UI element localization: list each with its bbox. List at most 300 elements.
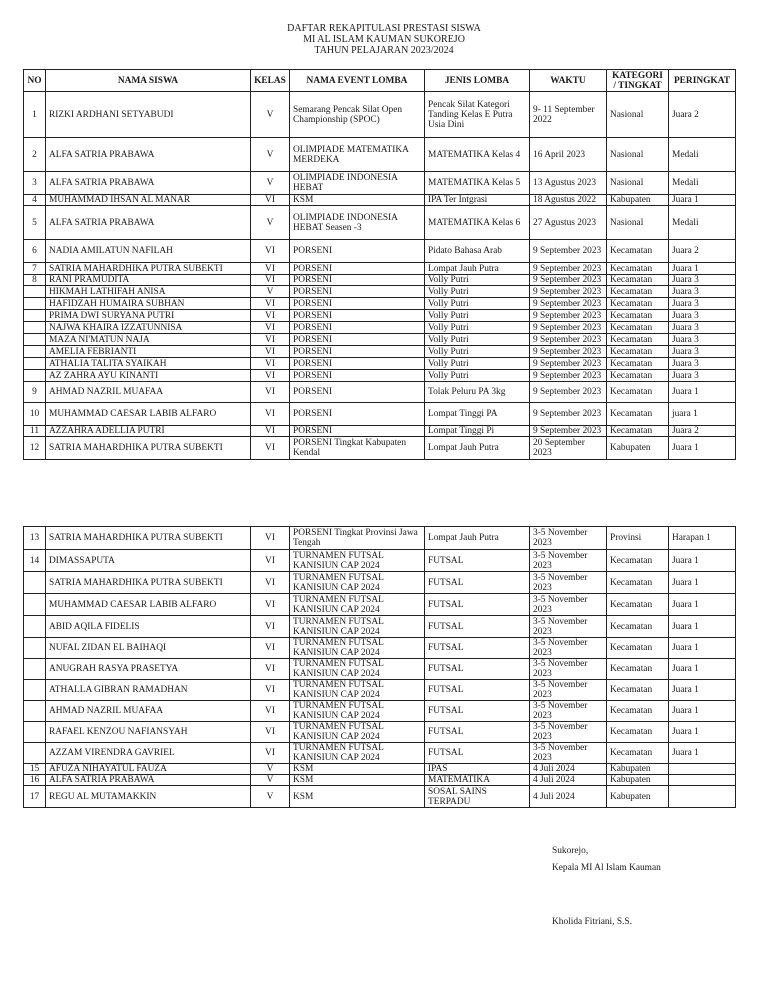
cell-jenis: SOSAL SAINS TERPADU (425, 786, 530, 808)
cell-no (24, 334, 46, 346)
table-row (24, 550, 736, 572)
cell-peringkat: Juara 1 (669, 638, 736, 659)
document-header (0, 23, 768, 56)
table-row (24, 764, 736, 775)
cell-event: TURNAMEN FUTSAL KANISIUN CAP 2024 (290, 616, 425, 638)
table-row (24, 370, 736, 382)
cell-kelas: VI (251, 346, 290, 358)
cell-kategori: Kecamatan (607, 616, 669, 638)
col-header-jenis-lomba: JENIS LOMBA (425, 70, 530, 92)
cell-waktu: 20 September 2023 (530, 437, 607, 460)
table-row (24, 659, 736, 680)
cell-waktu: 3-5 November 2023 (530, 638, 607, 659)
cell-no (24, 743, 46, 764)
cell-no (24, 638, 46, 659)
cell-nama: RANI PRAMUDITA (46, 275, 251, 286)
table-row (24, 172, 736, 195)
cell-jenis: MATEMATIKA Kelas 4 (425, 138, 530, 172)
cell-nama: PRIMA DWI SURYANA PUTRI (46, 310, 251, 322)
cell-kategori: Kecamatan (607, 310, 669, 322)
cell-no (24, 370, 46, 382)
cell-no (24, 701, 46, 722)
cell-kategori: Kecamatan (607, 346, 669, 358)
cell-kategori: Kabupaten (607, 437, 669, 460)
cell-kelas: VI (251, 310, 290, 322)
table-row (24, 527, 736, 550)
cell-waktu: 13 Agustus 2023 (530, 172, 607, 195)
cell-nama: ALFA SATRIA PRABAWA (46, 172, 251, 195)
cell-event: TURNAMEN FUTSAL KANISIUN CAP 2024 (290, 638, 425, 659)
cell-kategori: Kecamatan (607, 382, 669, 403)
cell-peringkat: Juara 3 (669, 322, 736, 334)
cell-nama: MUHAMMAD IHSAN AL MANAR (46, 195, 251, 206)
cell-event: OLIMPIADE INDONESIA HEBAT (290, 172, 425, 195)
cell-peringkat: Juara 1 (669, 743, 736, 764)
cell-peringkat: Medali (669, 172, 736, 195)
cell-waktu: 9 September 2023 (530, 298, 607, 310)
cell-waktu: 9 September 2023 (530, 346, 607, 358)
cell-waktu: 9 September 2023 (530, 358, 607, 370)
cell-no (24, 594, 46, 616)
cell-waktu: 9 September 2023 (530, 322, 607, 334)
cell-jenis: Volly Putri (425, 322, 530, 334)
table-1-body (24, 92, 736, 460)
cell-waktu: 16 April 2023 (530, 138, 607, 172)
cell-peringkat: Juara 1 (669, 382, 736, 403)
cell-nama: RIZKI ARDHANI SETYABUDI (46, 92, 251, 138)
cell-peringkat: Juara 2 (669, 240, 736, 263)
cell-peringkat (669, 786, 736, 808)
cell-waktu: 9 September 2023 (530, 403, 607, 426)
cell-waktu: 9 September 2023 (530, 334, 607, 346)
cell-no (24, 572, 46, 594)
cell-waktu: 9 September 2023 (530, 286, 607, 298)
cell-waktu: 4 Juli 2024 (530, 786, 607, 808)
cell-kategori: Kabupaten (607, 775, 669, 786)
cell-jenis: MATEMATIKA (425, 775, 530, 786)
cell-nama: ATHALIA TALITA SYAIKAH (46, 358, 251, 370)
table-row (24, 680, 736, 701)
cell-jenis: Lompat Tinggi PA (425, 403, 530, 426)
cell-kategori: Kecamatan (607, 286, 669, 298)
cell-kelas: V (251, 764, 290, 775)
cell-nama: SATRIA MAHARDHIKA PUTRA SUBEKTI (46, 527, 251, 550)
cell-kategori: Nasional (607, 206, 669, 240)
cell-jenis: FUTSAL (425, 572, 530, 594)
cell-event: PORSENI (290, 382, 425, 403)
cell-nama: HIKMAH LATHIFAH ANISA (46, 286, 251, 298)
cell-no: 7 (24, 263, 46, 275)
cell-event: KSM (290, 786, 425, 808)
table-row (24, 206, 736, 240)
cell-no: 14 (24, 550, 46, 572)
cell-jenis: Volly Putri (425, 275, 530, 286)
cell-kelas: VI (251, 426, 290, 437)
cell-jenis: FUTSAL (425, 638, 530, 659)
cell-kelas: VI (251, 195, 290, 206)
cell-event: PORSENI (290, 370, 425, 382)
cell-nama: SATRIA MAHARDHIKA PUTRA SUBEKTI (46, 437, 251, 460)
cell-kategori: Kecamatan (607, 722, 669, 743)
cell-peringkat (669, 775, 736, 786)
cell-peringkat (669, 764, 736, 775)
signature-name: Kholida Fitriani, S.S. (552, 917, 632, 927)
cell-nama: ABID AQILA FIDELIS (46, 616, 251, 638)
col-header-kategori: KATEGORI / TINGKAT (607, 70, 669, 92)
cell-kategori: Provinsi (607, 527, 669, 550)
cell-kategori: Kecamatan (607, 638, 669, 659)
table-header-row (24, 70, 736, 92)
cell-kelas: VI (251, 638, 290, 659)
cell-kategori: Kecamatan (607, 572, 669, 594)
cell-peringkat: Juara 1 (669, 437, 736, 460)
cell-kategori: Kecamatan (607, 550, 669, 572)
cell-no: 2 (24, 138, 46, 172)
cell-kelas: V (251, 786, 290, 808)
cell-event: PORSENI (290, 426, 425, 437)
cell-waktu: 3-5 November 2023 (530, 722, 607, 743)
cell-event: PORSENI (290, 286, 425, 298)
cell-kelas: VI (251, 550, 290, 572)
cell-peringkat: Juara 3 (669, 275, 736, 286)
cell-waktu: 3-5 November 2023 (530, 743, 607, 764)
cell-jenis: Volly Putri (425, 286, 530, 298)
cell-kelas: VI (251, 572, 290, 594)
cell-peringkat: Juara 1 (669, 594, 736, 616)
cell-nama: ALFA SATRIA PRABAWA (46, 775, 251, 786)
table-row (24, 701, 736, 722)
cell-peringkat: Juara 3 (669, 370, 736, 382)
table-row (24, 346, 736, 358)
cell-no (24, 722, 46, 743)
cell-no: 11 (24, 426, 46, 437)
cell-kategori: Kabupaten (607, 195, 669, 206)
cell-jenis: Lompat Jauh Putra (425, 263, 530, 275)
col-header-waktu: WAKTU (530, 70, 607, 92)
cell-kelas: VI (251, 403, 290, 426)
table-row (24, 722, 736, 743)
cell-nama: NUFAL ZIDAN EL BAIHAQI (46, 638, 251, 659)
cell-nama: NADIA AMILATUN NAFILAH (46, 240, 251, 263)
cell-event: TURNAMEN FUTSAL KANISIUN CAP 2024 (290, 594, 425, 616)
cell-nama: AMELIA FEBRIANTI (46, 346, 251, 358)
achievement-table-2 (23, 526, 736, 808)
cell-jenis: Volly Putri (425, 358, 530, 370)
col-header-nama-siswa: NAMA SISWA (46, 70, 251, 92)
cell-kelas: V (251, 286, 290, 298)
header-title: DAFTAR REKAPITULASI PRESTASI SISWA (287, 23, 481, 34)
cell-event: PORSENI (290, 275, 425, 286)
cell-no (24, 680, 46, 701)
cell-jenis: Pencak Silat Kategori Tanding Kelas E Putra Usia Dini (425, 92, 530, 138)
table-row (24, 322, 736, 334)
cell-peringkat: Juara 1 (669, 701, 736, 722)
cell-event: PORSENI (290, 310, 425, 322)
cell-peringkat: juara 1 (669, 403, 736, 426)
cell-jenis: Pidato Bahasa Arab (425, 240, 530, 263)
header-school: MI AL ISLAM KAUMAN SUKOREJO (303, 34, 465, 45)
cell-nama: RAFAEL KENZOU NAFIANSYAH (46, 722, 251, 743)
cell-waktu: 3-5 November 2023 (530, 616, 607, 638)
table-row (24, 310, 736, 322)
cell-nama: MUHAMMAD CAESAR LABIB ALFARO (46, 594, 251, 616)
cell-event: PORSENI (290, 322, 425, 334)
col-header-no: NO (24, 70, 46, 92)
cell-peringkat: Juara 2 (669, 92, 736, 138)
cell-nama: NAJWA KHAIRA IZZATUNNISA (46, 322, 251, 334)
cell-kategori: Kecamatan (607, 701, 669, 722)
cell-event: TURNAMEN FUTSAL KANISIUN CAP 2024 (290, 743, 425, 764)
cell-event: PORSENI (290, 334, 425, 346)
cell-no (24, 322, 46, 334)
table-row (24, 286, 736, 298)
cell-kelas: VI (251, 616, 290, 638)
cell-nama: SATRIA MAHARDHIKA PUTRA SUBEKTI (46, 572, 251, 594)
cell-jenis: MATEMATIKA Kelas 6 (425, 206, 530, 240)
cell-waktu: 3-5 November 2023 (530, 701, 607, 722)
cell-kelas: VI (251, 382, 290, 403)
cell-no (24, 358, 46, 370)
cell-waktu: 9 September 2023 (530, 263, 607, 275)
cell-no (24, 616, 46, 638)
cell-peringkat: Medali (669, 206, 736, 240)
cell-kategori: Kecamatan (607, 659, 669, 680)
col-header-kelas: KELAS (251, 70, 290, 92)
cell-event: PORSENI (290, 346, 425, 358)
cell-no (24, 659, 46, 680)
achievement-table-1 (23, 69, 736, 460)
cell-waktu: 18 Agustus 2022 (530, 195, 607, 206)
table-row (24, 358, 736, 370)
col-header-peringkat: PERINGKAT (669, 70, 736, 92)
cell-jenis: Volly Putri (425, 334, 530, 346)
cell-event: TURNAMEN FUTSAL KANISIUN CAP 2024 (290, 550, 425, 572)
cell-event: TURNAMEN FUTSAL KANISIUN CAP 2024 (290, 701, 425, 722)
cell-jenis: Volly Putri (425, 310, 530, 322)
cell-event: OLIMPIADE INDONESIA HEBAT Seasen -3 (290, 206, 425, 240)
cell-nama: AZZAM VIRENDRA GAVRIEL (46, 743, 251, 764)
cell-jenis: FUTSAL (425, 701, 530, 722)
cell-kategori: Kabupaten (607, 786, 669, 808)
table-row (24, 616, 736, 638)
cell-kelas: VI (251, 743, 290, 764)
cell-jenis: FUTSAL (425, 680, 530, 701)
cell-nama: DIMASSAPUTA (46, 550, 251, 572)
cell-kategori: Kecamatan (607, 680, 669, 701)
cell-jenis: IPAS (425, 764, 530, 775)
cell-jenis: IPA Ter Intgrasi (425, 195, 530, 206)
cell-kategori: Kecamatan (607, 334, 669, 346)
cell-event: PORSENI (290, 358, 425, 370)
cell-kelas: V (251, 92, 290, 138)
cell-waktu: 9 September 2023 (530, 370, 607, 382)
cell-jenis: FUTSAL (425, 659, 530, 680)
table-row (24, 437, 736, 460)
cell-kelas: VI (251, 275, 290, 286)
table-row (24, 594, 736, 616)
table-row (24, 263, 736, 275)
cell-peringkat: Juara 1 (669, 616, 736, 638)
cell-peringkat: Juara 3 (669, 310, 736, 322)
cell-kelas: V (251, 775, 290, 786)
header-year: TAHUN PELAJARAN 2023/2024 (314, 45, 454, 56)
cell-no: 17 (24, 786, 46, 808)
cell-nama: ALFA SATRIA PRABAWA (46, 206, 251, 240)
cell-kelas: V (251, 206, 290, 240)
cell-peringkat: Juara 1 (669, 572, 736, 594)
table-row (24, 382, 736, 403)
cell-jenis: FUTSAL (425, 722, 530, 743)
cell-kelas: VI (251, 298, 290, 310)
cell-kategori: Kecamatan (607, 240, 669, 263)
table-row (24, 138, 736, 172)
cell-waktu: 3-5 November 2023 (530, 680, 607, 701)
cell-peringkat: Juara 3 (669, 346, 736, 358)
cell-nama: HAFIDZAH HUMAIRA SUBHAN (46, 298, 251, 310)
cell-kelas: VI (251, 240, 290, 263)
table-row (24, 334, 736, 346)
cell-no (24, 346, 46, 358)
cell-kategori: Nasional (607, 138, 669, 172)
cell-waktu: 3-5 November 2023 (530, 659, 607, 680)
cell-jenis: FUTSAL (425, 743, 530, 764)
cell-kategori: Kecamatan (607, 743, 669, 764)
cell-waktu: 9 September 2023 (530, 240, 607, 263)
cell-no: 8 (24, 275, 46, 286)
cell-jenis: Lompat Jauh Putra (425, 437, 530, 460)
table-row (24, 298, 736, 310)
cell-kelas: VI (251, 594, 290, 616)
cell-kategori: Kabupaten (607, 764, 669, 775)
cell-kategori: Nasional (607, 172, 669, 195)
cell-kategori: Kecamatan (607, 298, 669, 310)
cell-event: PORSENI Tingkat Provinsi Jawa Tengah (290, 527, 425, 550)
cell-nama: AZ ZAHRA AYU KINANTI (46, 370, 251, 382)
cell-no: 12 (24, 437, 46, 460)
cell-peringkat: Juara 3 (669, 298, 736, 310)
cell-peringkat: Juara 1 (669, 550, 736, 572)
cell-nama: MUHAMMAD CAESAR LABIB ALFARO (46, 403, 251, 426)
cell-kelas: V (251, 138, 290, 172)
cell-kategori: Kecamatan (607, 263, 669, 275)
cell-kategori: Nasional (607, 92, 669, 138)
cell-peringkat: Medali (669, 138, 736, 172)
cell-waktu: 3-5 November 2023 (530, 572, 607, 594)
cell-kelas: VI (251, 263, 290, 275)
cell-peringkat: Juara 3 (669, 358, 736, 370)
table-row (24, 426, 736, 437)
table-row (24, 195, 736, 206)
cell-jenis: MATEMATIKA Kelas 5 (425, 172, 530, 195)
cell-event: PORSENI (290, 403, 425, 426)
cell-waktu: 9 September 2023 (530, 382, 607, 403)
cell-kelas: VI (251, 370, 290, 382)
cell-nama: ATHALLA GIBRAN RAMADHAN (46, 680, 251, 701)
cell-jenis: FUTSAL (425, 616, 530, 638)
cell-event: TURNAMEN FUTSAL KANISIUN CAP 2024 (290, 722, 425, 743)
cell-no: 16 (24, 775, 46, 786)
cell-event: KSM (290, 775, 425, 786)
cell-kelas: VI (251, 322, 290, 334)
cell-kategori: Kecamatan (607, 370, 669, 382)
cell-waktu: 4 Juli 2024 (530, 775, 607, 786)
cell-kelas: VI (251, 334, 290, 346)
cell-waktu: 3-5 November 2023 (530, 550, 607, 572)
cell-no: 5 (24, 206, 46, 240)
cell-waktu: 4 Juli 2024 (530, 764, 607, 775)
table-row (24, 775, 736, 786)
cell-event: KSM (290, 764, 425, 775)
cell-jenis: FUTSAL (425, 550, 530, 572)
cell-peringkat: Juara 1 (669, 722, 736, 743)
cell-nama: ANUGRAH RASYA PRASETYA (46, 659, 251, 680)
table-row (24, 92, 736, 138)
cell-waktu: 3-5 November 2023 (530, 594, 607, 616)
cell-no (24, 298, 46, 310)
cell-kelas: VI (251, 722, 290, 743)
cell-waktu: 27 Agustus 2023 (530, 206, 607, 240)
cell-kelas: VI (251, 701, 290, 722)
cell-waktu: 9 September 2023 (530, 426, 607, 437)
cell-kategori: Kecamatan (607, 594, 669, 616)
cell-kategori: Kecamatan (607, 403, 669, 426)
table-row (24, 786, 736, 808)
cell-jenis: Volly Putri (425, 298, 530, 310)
cell-jenis: Volly Putri (425, 346, 530, 358)
cell-no: 10 (24, 403, 46, 426)
cell-jenis: Lompat Tinggi Pi (425, 426, 530, 437)
cell-no: 4 (24, 195, 46, 206)
cell-event: TURNAMEN FUTSAL KANISIUN CAP 2024 (290, 572, 425, 594)
cell-no (24, 310, 46, 322)
cell-jenis: Lompat Jauh Putra (425, 527, 530, 550)
cell-nama: AZZAHRA ADELLIA PUTRI (46, 426, 251, 437)
cell-kelas: VI (251, 680, 290, 701)
cell-no: 9 (24, 382, 46, 403)
signature-place: Sukorejo, (552, 846, 589, 856)
cell-peringkat: Juara 2 (669, 426, 736, 437)
cell-kelas: VI (251, 527, 290, 550)
cell-waktu: 9- 11 September 2022 (530, 92, 607, 138)
cell-peringkat: Juara 3 (669, 286, 736, 298)
cell-jenis: Volly Putri (425, 370, 530, 382)
cell-kategori: Kecamatan (607, 426, 669, 437)
cell-waktu: 9 September 2023 (530, 310, 607, 322)
table-row (24, 743, 736, 764)
cell-kategori: Kecamatan (607, 322, 669, 334)
cell-event: Semarang Pencak Silat Open Championship (SPOC) (290, 92, 425, 138)
cell-peringkat: Juara 1 (669, 263, 736, 275)
cell-event: PORSENI (290, 240, 425, 263)
cell-peringkat: Juara 1 (669, 659, 736, 680)
cell-peringkat: Juara 3 (669, 334, 736, 346)
cell-kelas: VI (251, 437, 290, 460)
cell-event: OLIMPIADE MATEMATIKA MERDEKA (290, 138, 425, 172)
table-row (24, 572, 736, 594)
cell-event: TURNAMEN FUTSAL KANISIUN CAP 2024 (290, 680, 425, 701)
table-row (24, 240, 736, 263)
cell-kelas: VI (251, 659, 290, 680)
cell-waktu: 9 September 2023 (530, 275, 607, 286)
cell-event: TURNAMEN FUTSAL KANISIUN CAP 2024 (290, 659, 425, 680)
table-row (24, 638, 736, 659)
cell-kategori: Kecamatan (607, 358, 669, 370)
cell-no: 3 (24, 172, 46, 195)
cell-nama: ALFA SATRIA PRABAWA (46, 138, 251, 172)
cell-no: 6 (24, 240, 46, 263)
cell-no: 1 (24, 92, 46, 138)
cell-jenis: FUTSAL (425, 594, 530, 616)
